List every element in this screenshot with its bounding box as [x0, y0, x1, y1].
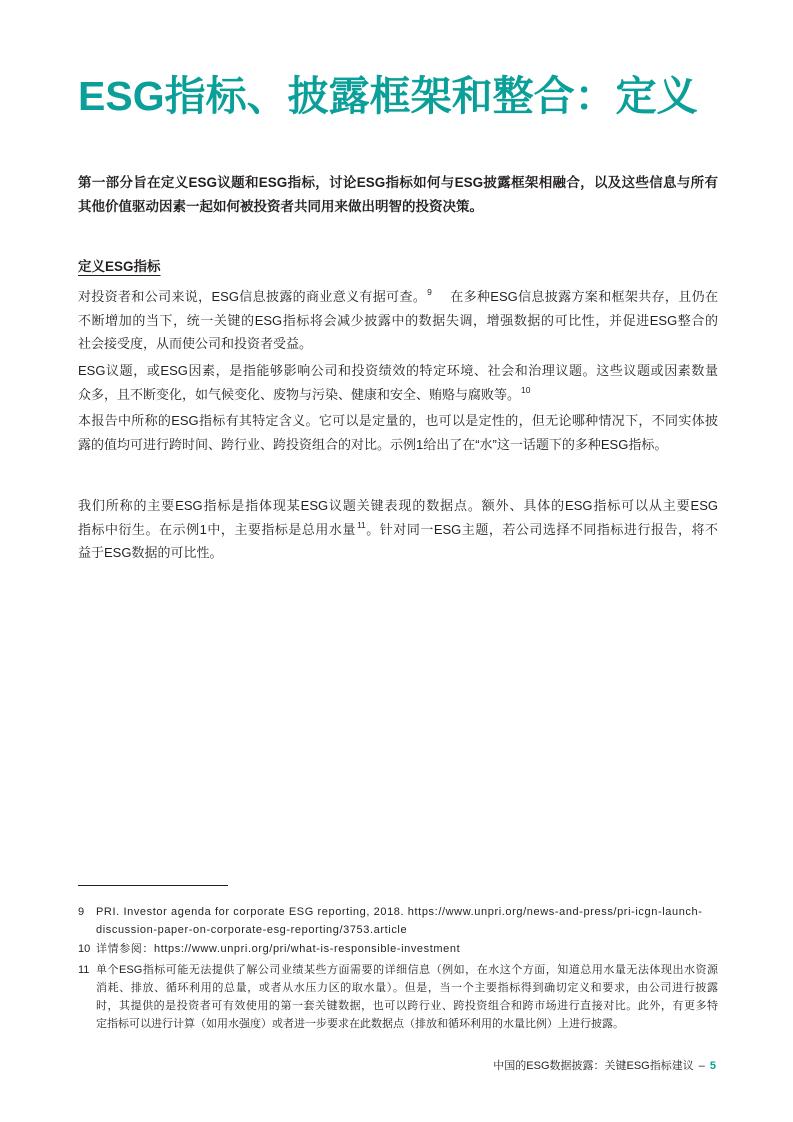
- page-title: ESG指标、披露框架和整合：定义: [78, 73, 698, 119]
- body-paragraph: [78, 359, 718, 406]
- body-paragraph: [78, 494, 718, 565]
- line-text: 在多种ESG信息披露方案和框架共存，且仍在: [449, 289, 718, 304]
- line-text: 对投资者和公司来说，ESG信息披露的商业意义有据可查。: [78, 289, 427, 304]
- footnote-text: [96, 940, 718, 958]
- line-text: 众多，且不断变化，如气候变化、废物与污染、健康和安全、贿赂与腐败等。: [78, 386, 521, 402]
- line-text: 。针对同一ESG主题，若公司选择不同指标进行报告，将不: [365, 521, 718, 537]
- intro-paragraph: [78, 171, 718, 219]
- body-paragraph: [78, 409, 718, 456]
- paragraph-line: 社会接受度，从而使公司和投资者受益。: [78, 336, 313, 351]
- footnote-text: [96, 961, 718, 1033]
- footnote-number: 9: [78, 906, 85, 918]
- footnote-line: 定指标可以进行计算（如用水强度）或者进一步要求在此数据点（排放和循环利用的水量比例）上进行披露。: [96, 1018, 624, 1030]
- footnote-line: PRI. Investor agenda for corporate ESG reporting, 2018. https://www.unpri.org/news-and-press/pri-icgn-launch-: [96, 906, 703, 918]
- intro-line: 其他价值驱动因素一起如何被投资者共同用来做出明智的投资决策。: [78, 199, 483, 214]
- footnote: [78, 940, 718, 958]
- page-number: 5: [709, 1060, 716, 1072]
- footer-separator: –: [698, 1060, 705, 1072]
- paragraph-line: ESG议题，或ESG因素，是指能够影响公司和投资绩效的特定环境、社会和治理议题。这些议题或因素数量: [78, 363, 718, 378]
- body-paragraph: [78, 285, 718, 356]
- footnote-divider: [78, 885, 228, 886]
- paragraph-line: 露的值均可进行跨时间、跨行业、跨投资组合的对比。示例1给出了在“水”这一话题下的多种ESG指标。: [78, 436, 668, 452]
- paragraph-line: 我们所称的主要ESG指标是指体现某ESG议题关键表现的数据点。额外、具体的ESG指标可以从主要ESG: [78, 498, 718, 513]
- section-heading: [78, 255, 718, 279]
- footnote: [78, 903, 718, 939]
- footnote-text: [96, 903, 718, 939]
- paragraph-line: [78, 518, 718, 542]
- footnote-reference: 9: [427, 287, 432, 297]
- line-text: 指标中衍生。在示例1中，主要指标是总用水量: [78, 521, 356, 537]
- paragraph-line: 本报告中所称的ESG指标有其特定含义。它可以是定量的，也可以是定性的，但无论哪种情况下，不同实体披: [78, 413, 718, 428]
- footnote: [78, 961, 718, 1033]
- footnote-line: 详情参阅：https://www.unpri.org/pri/what-is-responsible-investment: [96, 943, 461, 955]
- page-footer: [493, 1057, 716, 1075]
- footnote-reference: 11: [356, 519, 366, 530]
- section-heading-text: 定义ESG指标: [78, 259, 161, 274]
- paragraph-line: [78, 383, 718, 407]
- footnote-number: 11: [78, 964, 90, 976]
- paragraph-line: [78, 285, 718, 309]
- footnote-line: 消耗、排放、循环利用的总量，或者从水压力区的取水量）。但是，当一个主要指标得到确切定义和要求，由公司进行披露: [96, 982, 718, 994]
- intro-line: 第一部分旨在定义ESG议题和ESG指标，讨论ESG指标如何与ESG披露框架相融合，以及这些信息与所有: [78, 175, 718, 190]
- paragraph-line: 不断增加的当下，统一关键的ESG指标将会减少披露中的数据失调，增强数据的可比性，并促进ESG整合的: [78, 312, 718, 328]
- footnote-line: 单个ESG指标可能无法提供了解公司业绩某些方面需要的详细信息（例如，在水这个方面，知道总用水量无法体现出水资源: [96, 964, 718, 976]
- footnote-line: 时，其提供的是投资者可有效使用的第一套关键数据，也可以跨行业、跨投资组合和跨市场进行直接对比。此外，有更多特: [96, 1000, 718, 1012]
- footnote-number: 10: [78, 943, 91, 955]
- paragraph-line: 益于ESG数据的可比性。: [78, 545, 223, 560]
- footnote-reference: 10: [521, 384, 531, 395]
- running-title: 中国的ESG数据披露：关键ESG指标建议: [493, 1060, 694, 1072]
- footnote-line: discussion-paper-on-corporate-esg-reporting/3753.article: [96, 924, 408, 936]
